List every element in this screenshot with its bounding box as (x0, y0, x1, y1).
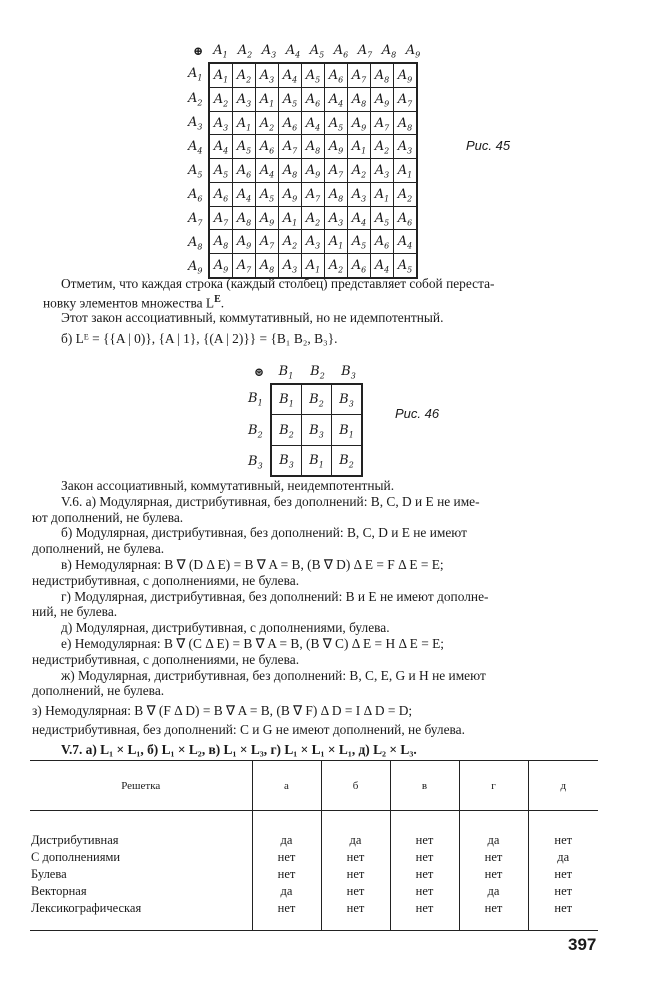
page-number: 397 (568, 935, 597, 954)
cayley-cell: $A_2$ (348, 159, 371, 183)
cayley-cell: $A_8$ (256, 254, 279, 278)
cayley-row (209, 159, 417, 183)
lattice-name: Булева (31, 867, 67, 881)
formula-b: б) Lᴱ = {{A | 0)}, {A | 1}, {(A | 2)}} = {B₁ B₂, B₃}. (61, 331, 338, 346)
column-header: $A_7$ (357, 42, 373, 60)
column-header: $A_5$ (309, 42, 325, 60)
header-g: г (459, 761, 528, 811)
figure-46 (248, 361, 364, 477)
text-line: д) Модулярная, дистрибутивная, с дополнениями, булева. (61, 620, 390, 636)
cayley-cell: $A_7$ (325, 159, 348, 183)
cayley-cell: $A_8$ (302, 135, 325, 159)
cell-value: нет (528, 811, 598, 850)
cayley-cell: $A_6$ (348, 254, 371, 278)
paragraph-1-line-2 (43, 292, 224, 311)
cell-value: нет (459, 900, 528, 930)
figure-45-caption: Рис. 45 (466, 138, 511, 153)
line2-text: новку элементов множества L (43, 295, 215, 311)
cayley-cell: $B_1$ (302, 445, 332, 476)
text-line: з) Немодулярная: B ∇ (F Δ D) = B ∇ A = B, (B ∇ F) Δ D = I Δ D = D; (32, 703, 413, 719)
cayley-cell: $A_1$ (348, 135, 371, 159)
table-row (30, 811, 598, 850)
cayley-cell: $B_2$ (302, 384, 332, 415)
cayley-cell: $A_7$ (394, 87, 418, 111)
cayley-cell: $A_8$ (371, 63, 394, 87)
cayley-cell: $A_4$ (348, 206, 371, 230)
header-lattice: Решетка (121, 779, 161, 792)
cayley-cell: $A_4$ (325, 87, 348, 111)
row-header: $A_6$ (188, 187, 203, 204)
text-line: ний, не булева. (32, 604, 118, 620)
cell-value: нет (459, 866, 528, 883)
cayley-cell: $A_9$ (256, 206, 279, 230)
cayley-cell: $B_1$ (271, 384, 302, 415)
row-header: $A_9$ (188, 259, 203, 276)
row-header: $A_1$ (188, 66, 203, 83)
cell-value: нет (252, 900, 321, 930)
cayley-cell: $A_2$ (279, 230, 302, 254)
cayley-cell: $A_7$ (233, 254, 256, 278)
table-header (248, 361, 364, 383)
cayley-row (209, 254, 417, 278)
table-bottom-rule (30, 930, 598, 931)
column-header: $A_4$ (285, 42, 301, 60)
cayley-cell: $A_8$ (348, 87, 371, 111)
figure-46-caption: Рис. 46 (395, 406, 440, 421)
row-headers (248, 383, 270, 477)
cayley-cell: $A_9$ (371, 87, 394, 111)
cayley-cell: $A_4$ (256, 159, 279, 183)
cayley-cell: $A_3$ (371, 159, 394, 183)
paragraph-2: Этот закон ассоциативный, коммутативный, но не идемпотентный. (61, 310, 444, 325)
cell-value: нет (321, 900, 390, 930)
cayley-row (209, 230, 417, 254)
cayley-cell: $A_5$ (279, 87, 302, 111)
paragraph-1-line-1: Отметим, что каждая строка (каждый столбец) представляет собой переста- (61, 276, 495, 291)
cayley-cell: $A_5$ (325, 111, 348, 135)
text-line: г) Модулярная, дистрибутивная, без дополнений: B и E не имеют дополне- (61, 588, 489, 604)
column-header: $B_2$ (310, 363, 325, 381)
cayley-row (209, 135, 417, 159)
cayley-cell: $B_3$ (302, 415, 332, 445)
cayley-cell: $A_8$ (325, 182, 348, 206)
cayley-cell: $A_6$ (256, 135, 279, 159)
cayley-cell: $A_6$ (233, 159, 256, 183)
cell-value: нет (252, 849, 321, 866)
cayley-cell: $A_7$ (256, 230, 279, 254)
cayley-cell: $A_6$ (302, 87, 325, 111)
lattice-name: С дополнениями (31, 850, 121, 864)
cayley-row (209, 111, 417, 135)
cayley-cell: $A_5$ (394, 254, 418, 278)
cayley-cell: $A_7$ (209, 206, 233, 230)
cayley-cell: $A_6$ (394, 206, 418, 230)
row-header: $A_8$ (188, 235, 203, 252)
cayley-cell: $A_9$ (394, 63, 418, 87)
row-header: $A_5$ (188, 163, 203, 180)
text-line: дополнений, не булева. (32, 683, 165, 699)
cayley-cell: $A_4$ (302, 111, 325, 135)
cell-value: нет (252, 866, 321, 883)
cayley-cell: $A_3$ (325, 206, 348, 230)
line2-end: . (220, 295, 225, 311)
column-header: $B_1$ (278, 363, 294, 381)
cayley-cell: $A_5$ (233, 135, 256, 159)
cayley-cell: $A_4$ (371, 254, 394, 278)
table-row (30, 849, 598, 866)
cell-value: да (528, 849, 598, 866)
results-table-wrapper (30, 760, 598, 931)
cayley-cell: $B_3$ (271, 445, 302, 476)
cell-value: нет (321, 883, 390, 900)
cayley-cell: $A_8$ (233, 206, 256, 230)
row-header: $A_7$ (188, 211, 203, 228)
column-header: $B_3$ (341, 363, 356, 381)
line2-sup: E (214, 294, 221, 305)
header-a: а (252, 761, 321, 811)
cell-value: нет (390, 866, 459, 883)
cayley-cell: $A_2$ (233, 63, 256, 87)
cayley-row (271, 445, 362, 476)
cayley-row (271, 384, 362, 415)
cayley-cell: $A_2$ (256, 111, 279, 135)
cayley-cell: $A_5$ (302, 63, 325, 87)
text-line: недистрибутивная, с дополнениями, не булева. (32, 572, 300, 588)
cayley-table (270, 383, 363, 477)
cayley-cell: $A_1$ (325, 230, 348, 254)
cayley-cell: $A_1$ (256, 87, 279, 111)
table-header (188, 40, 425, 62)
cell-value: да (252, 811, 321, 850)
cayley-cell: $A_2$ (371, 135, 394, 159)
table-row (30, 883, 598, 900)
cayley-table (208, 62, 418, 279)
text-line: б) Модулярная, дистрибутивная, без дополнений: B, C, D и E не имеют (61, 525, 467, 541)
cayley-cell: $A_5$ (256, 182, 279, 206)
column-header: $A_2$ (237, 42, 253, 60)
cayley-cell: $A_6$ (325, 63, 348, 87)
text-line: Закон ассоциативный, коммутативный, неидемпотентный. (61, 478, 395, 493)
cayley-cell: $A_9$ (279, 182, 302, 206)
cayley-cell: $A_3$ (348, 182, 371, 206)
text-line: недистрибутивная, без дополнений: C и G не имеют дополнений, не булева. (32, 721, 465, 737)
cell-value: нет (390, 811, 459, 850)
table-body (30, 811, 598, 931)
cell-value: да (459, 811, 528, 850)
cayley-cell: $A_9$ (302, 159, 325, 183)
cayley-cell: $A_5$ (371, 206, 394, 230)
cell-value: нет (390, 883, 459, 900)
cell-value: нет (321, 866, 390, 883)
cayley-cell: $A_4$ (394, 230, 418, 254)
cell-value: нет (528, 866, 598, 883)
cayley-cell: $A_8$ (394, 111, 418, 135)
cayley-cell: $A_2$ (209, 87, 233, 111)
cayley-cell: $A_3$ (209, 111, 233, 135)
cayley-cell: $A_3$ (233, 87, 256, 111)
cayley-cell: $A_8$ (279, 159, 302, 183)
cayley-cell: $A_3$ (302, 230, 325, 254)
cayley-cell: $A_5$ (209, 159, 233, 183)
cayley-cell: $A_1$ (302, 254, 325, 278)
cayley-row (209, 206, 417, 230)
cell-value: нет (321, 849, 390, 866)
table-header-row (30, 761, 598, 811)
lattice-name: Дистрибутивная (31, 833, 119, 847)
text-line: дополнений, не булева. (32, 541, 165, 557)
cayley-cell: $A_6$ (371, 230, 394, 254)
cayley-cell: $A_8$ (209, 230, 233, 254)
text-line: ют дополнений, не булева. (32, 509, 184, 525)
cayley-cell: $B_2$ (271, 415, 302, 445)
text-line: V.6. а) Модулярная, дистрибутивная, без дополнений: B, C, D и E не име- (61, 493, 480, 509)
cayley-cell: $A_7$ (348, 63, 371, 87)
cell-value: нет (528, 900, 598, 930)
cell-value: да (459, 883, 528, 900)
header-v: в (390, 761, 459, 811)
operation-symbol: ⊛ (253, 365, 265, 379)
cayley-cell: $A_1$ (209, 63, 233, 87)
cayley-cell: $A_3$ (256, 63, 279, 87)
cayley-cell: $A_6$ (209, 182, 233, 206)
header-d: д (528, 761, 598, 811)
cell-value: нет (390, 900, 459, 930)
cayley-cell: $B_3$ (332, 384, 363, 415)
cayley-row (209, 182, 417, 206)
cayley-cell: $A_4$ (233, 182, 256, 206)
row-header: $A_3$ (188, 115, 203, 132)
text-line: в) Немодулярная: B ∇ (D Δ E) = B ∇ A = B, (B ∇ D) Δ E = F Δ E = E; (61, 556, 444, 572)
cayley-cell: $A_1$ (394, 159, 418, 183)
text-line: V.7. а) L₁ × L₁, б) L₁ × L₂, в) L₁ × L₃, г) L₁ × L₁ × L₁, д) L₂ × L₃. (61, 741, 417, 757)
table-row (30, 900, 598, 930)
cayley-cell: $A_1$ (371, 182, 394, 206)
cayley-cell: $B_2$ (332, 445, 363, 476)
cayley-cell: $A_7$ (302, 182, 325, 206)
cell-value: нет (459, 849, 528, 866)
operation-symbol: ⊕ (192, 44, 204, 58)
cayley-cell: $A_3$ (394, 135, 418, 159)
cayley-row (271, 415, 362, 445)
column-header: $A_3$ (261, 42, 277, 60)
lattice-name: Лексикографическая (31, 901, 142, 915)
row-header: $A_4$ (188, 139, 203, 156)
cell-value: да (252, 883, 321, 900)
row-header: $B_2$ (248, 423, 263, 440)
answers-block (0, 478, 649, 758)
row-headers (188, 62, 208, 279)
text-line: е) Немодулярная: B ∇ (C Δ E) = B ∇ A = B, (B ∇ C) Δ E = H Δ E = E; (61, 635, 445, 651)
cayley-cell: $A_4$ (279, 63, 302, 87)
figure-45 (188, 40, 425, 279)
cayley-row (209, 63, 417, 87)
cayley-row (209, 87, 417, 111)
cayley-cell: $A_9$ (233, 230, 256, 254)
column-header: $A_9$ (405, 42, 421, 60)
cell-value: нет (528, 883, 598, 900)
cayley-cell: $A_9$ (348, 111, 371, 135)
cell-value: нет (390, 849, 459, 866)
row-header: $B_1$ (248, 391, 263, 408)
row-header: $B_3$ (248, 454, 263, 471)
cayley-cell: $A_9$ (325, 135, 348, 159)
text-line: недистрибутивная, с дополнениями, не булева. (32, 651, 300, 667)
cayley-cell: $A_1$ (233, 111, 256, 135)
results-table (30, 761, 598, 930)
cayley-cell: $A_2$ (394, 182, 418, 206)
cayley-cell: $A_6$ (279, 111, 302, 135)
cayley-cell: $A_2$ (325, 254, 348, 278)
cayley-cell: $A_5$ (348, 230, 371, 254)
cayley-cell: $A_7$ (371, 111, 394, 135)
row-header: $A_2$ (188, 91, 203, 108)
header-b: б (321, 761, 390, 811)
column-header: $A_6$ (333, 42, 349, 60)
cayley-cell: $A_2$ (302, 206, 325, 230)
table-row (30, 866, 598, 883)
cayley-cell: $B_1$ (332, 415, 363, 445)
column-header: $A_1$ (213, 42, 228, 60)
text-line: ж) Модулярная, дистрибутивная, без дополнений: B, C, E, G и H не имеют (61, 667, 486, 683)
cayley-cell: $A_1$ (279, 206, 302, 230)
cell-value: да (321, 811, 390, 850)
cayley-cell: $A_3$ (279, 254, 302, 278)
column-header: $A_8$ (381, 42, 397, 60)
cayley-cell: $A_4$ (209, 135, 233, 159)
lattice-name: Векторная (31, 884, 87, 898)
cayley-cell: $A_9$ (209, 254, 233, 278)
cayley-cell: $A_7$ (279, 135, 302, 159)
